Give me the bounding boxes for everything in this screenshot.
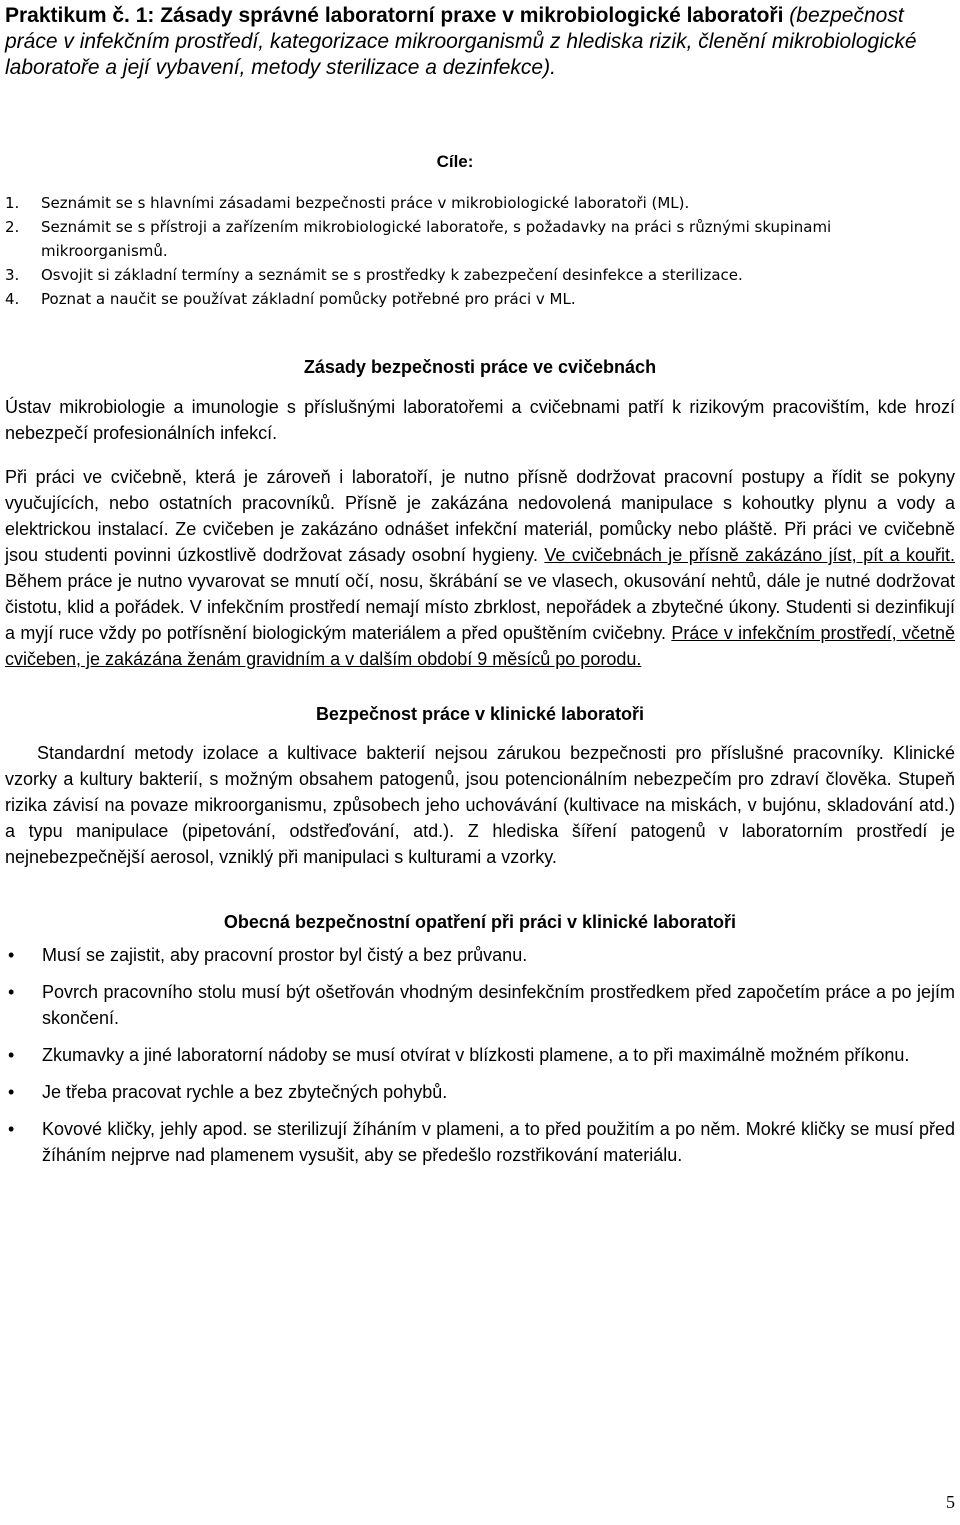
- goal-number: 2.: [5, 218, 20, 236]
- safety-paragraph-1: Ústav mikrobiologie a imunologie s příslušnými laboratořemi a cvičebnami patří k rizikovým pracovištím, kde hrozí nebezpečí profesionálních infekcí.: [5, 397, 955, 443]
- safety-text-a: Při práci ve cvičebně, která je zároveň i laboratoří, je nutno přísně dodržovat pracovní postupy a řídit se pokyny vyučujících, nebo ostatních pracovníků. Přísně je zakázána nedovolená manipulace s kohoutky plynu a vody a elektrickou instalací. Ze cvičeben je zakázáno odnášet infekční materiál, pomůcky nebo pláště. Při práci ve cvičebně jsou studenti povinni úzkostlivě dodržovat zásady osobní hygieny.: [5, 467, 955, 565]
- goal-text: Poznat a naučit se používat základní pomůcky potřebné pro práci v ML.: [41, 290, 576, 308]
- goals-heading: Cíle:: [436, 152, 474, 171]
- goal-number: 3.: [5, 266, 20, 284]
- bullet-icon: •: [8, 982, 15, 1002]
- measure-text: Musí se zajistit, aby pracovní prostor byl čistý a bez průvanu.: [42, 945, 528, 965]
- bullet-icon: •: [8, 1045, 15, 1065]
- measure-text: Povrch pracovního stolu musí být ošetřován vhodným desinfekčním prostředkem před započetím práce a po jejím skončení.: [42, 982, 955, 1028]
- goal-number: 4.: [5, 290, 20, 308]
- safety-paragraph-2: [5, 464, 955, 672]
- section-heading-general-measures: Obecná bezpečnostní opatření při práci v klinické laboratoři: [223, 912, 737, 932]
- goal-text: Osvojit si základní termíny a seznámit se s prostředky k zabezpečení desinfekce a sterilizace.: [41, 266, 743, 284]
- goal-item: [5, 287, 955, 311]
- safety-text-b: Během práce je nutno vyvarovat se mnutí očí, nosu, škrábání se ve vlasech, okusování nehtů, dále je nutné dodržovat čistotu, klid a pořádek. V infekčním prostředí nemají místo zbrklost, nepořádek a zbytečné úkony. Studenti si dezinfikují a myjí ruce vždy po potřísnění biologickým materiálem a před opuštěním cvičebny.: [5, 571, 955, 643]
- pregnancy-rule: Práce v infekčním prostředí, včetně cvičeben, je zakázána ženám gravidním a v dalším období 9 měsíců po porodu.: [5, 623, 955, 669]
- list-item: [5, 1042, 955, 1068]
- measure-text: Zkumavky a jiné laboratorní nádoby se musí otvírat v blízkosti plamene, a to při maximálně možném příkonu.: [42, 1045, 910, 1065]
- title-bold: Praktikum č. 1: Zásady správné laboratorní praxe v mikrobiologické laboratoři: [5, 4, 784, 27]
- practical-title: [5, 3, 955, 81]
- measure-text: Kovové kličky, jehly apod. se sterilizují žíháním v plameni, a to před použitím a po něm. Mokré kličky se musí před žíháním nejprve nad plamenem vysušit, aby se předešlo rozstřikování materiálu.: [42, 1119, 955, 1165]
- goal-item: [5, 215, 955, 263]
- bullet-icon: •: [8, 1119, 15, 1139]
- no-eating-rule: Ve cvičebnách je přísně zakázáno jíst, pít a kouřit.: [544, 545, 955, 565]
- list-item: [5, 979, 955, 1031]
- section-heading-clinical-lab: Bezpečnost práce v klinické laboratoři: [315, 704, 645, 724]
- goal-item: [5, 263, 955, 287]
- measures-list: [5, 942, 955, 1168]
- bullet-icon: •: [8, 945, 15, 965]
- title-italic-subtitle: (bezpečnost práce v infekčním prostředí, kategorizace mikroorganismů z hlediska rizik, členění mikrobiologické laboratoře a její vybavení, metody sterilizace a dezinfekce).: [5, 4, 917, 79]
- goals-list: [5, 191, 955, 311]
- list-item: [5, 942, 955, 968]
- bullet-icon: •: [8, 1082, 15, 1102]
- goal-item: [5, 191, 955, 215]
- goal-text: Seznámit se s přístroji a zařízením mikrobiologické laboratoře, s požadavky na práci s různými skupinami mikroorganismů.: [41, 218, 832, 260]
- measure-text: Je třeba pracovat rychle a bez zbytečných pohybů.: [42, 1082, 448, 1102]
- goal-number: 1.: [5, 194, 20, 212]
- page-number: 5: [946, 1492, 955, 1512]
- goal-text: Seznámit se s hlavními zásadami bezpečnosti práce v mikrobiologické laboratoři (ML).: [41, 194, 690, 212]
- document-page: [5, 0, 955, 1179]
- list-item: [5, 1116, 955, 1168]
- list-item: [5, 1079, 955, 1105]
- section-heading-safety-classrooms: Zásady bezpečnosti práce ve cvičebnách: [303, 357, 657, 377]
- clinical-lab-paragraph: Standardní metody izolace a kultivace bakterií nejsou zárukou bezpečnosti pro příslušné pracovníky. Klinické vzorky a kultury bakterií, s možným obsahem patogenů, jsou potencionálním nebezpečím pro zdraví člověka. Stupeň rizika závisí na povaze mikroorganismu, způsobech jeho uchovávání (kultivace na miskách, v bujónu, skladování atd.) a typu manipulace (pipetování, odstřeďování, atd.). Z hlediska šíření patogenů v laboratorním prostředí je nejnebezpečnější aerosol, vzniklý při manipulaci s kulturami a vzorky.: [5, 743, 955, 867]
